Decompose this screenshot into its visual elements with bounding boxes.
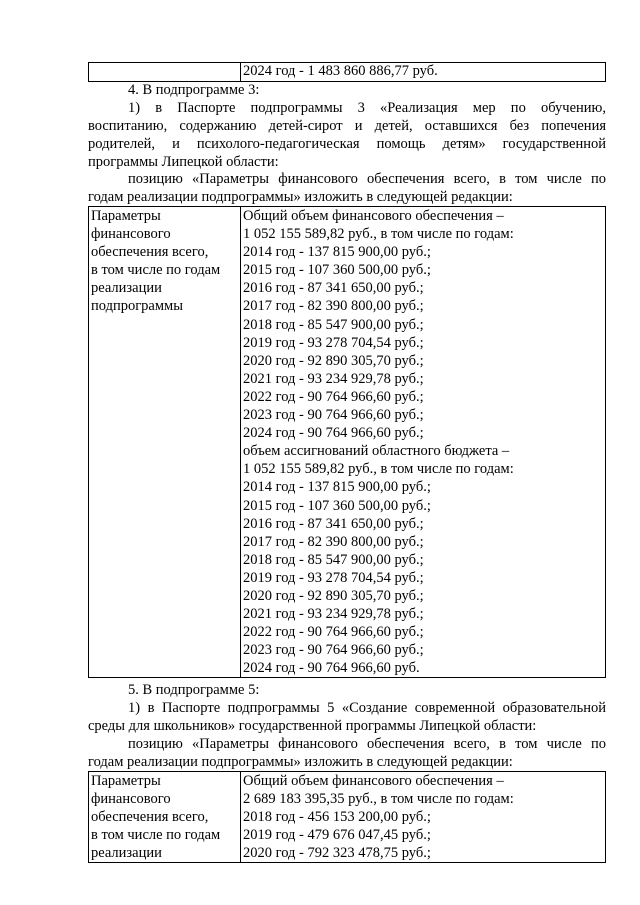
parameter-line: финансового (91, 791, 171, 808)
value-line: 2014 год - 137 815 900,00 руб.; (243, 479, 431, 496)
section4-item1-line: 1) в Паспорте подпрограммы 3 «Реализация мер по обучению, (128, 99, 606, 116)
section5-position-line: годам реализации подпрограммы» изложить в следующей редакции: (88, 753, 513, 770)
value-line: 2020 год - 92 890 305,70 руб.; (243, 352, 424, 369)
value-line: 1 052 155 589,82 руб., в том числе по годам: (243, 226, 514, 243)
value-line: Общий объем финансового обеспечения – (243, 773, 504, 789)
parameter-line: реализации (91, 845, 162, 862)
value-line: 2018 год - 456 153 200,00 руб.; (243, 809, 431, 826)
value-line: 2015 год - 107 360 500,00 руб.; (243, 262, 431, 279)
value-line: 2017 год - 82 390 800,00 руб.; (243, 298, 424, 315)
value-line: 2020 год - 792 323 478,75 руб.; (243, 845, 431, 862)
value-line: 2019 год - 479 676 047,45 руб.; (243, 827, 431, 844)
value-line: 2024 год - 90 764 966,60 руб.; (243, 425, 424, 442)
section5-position-line: позицию «Параметры финансового обеспечения всего, в том числе по (128, 735, 606, 752)
section4-item1-line: программы Липецкой области: (88, 153, 279, 170)
subprogram3-parameter-cell (89, 207, 241, 678)
value-line: 2 689 183 395,35 руб., в том числе по годам: (243, 791, 514, 808)
value-line: 2020 год - 92 890 305,70 руб.; (243, 587, 424, 604)
value-line: 2016 год - 87 341 650,00 руб.; (243, 515, 424, 532)
value-line: 2017 год - 82 390 800,00 руб.; (243, 533, 424, 550)
parameter-line: финансового (91, 226, 171, 243)
subprogram5-value-cell (241, 772, 606, 863)
value-line: 2022 год - 90 764 966,60 руб.; (243, 624, 424, 641)
value-line: 2021 год - 93 234 929,78 руб.; (243, 370, 424, 387)
parameter-line: обеспечения всего, (91, 244, 209, 261)
section5-text (88, 682, 606, 771)
subprogram3-table (88, 206, 606, 678)
value-line: 2024 год - 90 764 966,60 руб. (243, 660, 420, 677)
section5-heading: 5. В подпрограмме 5: (128, 682, 260, 698)
top-table-text: 2024 год - 1 483 860 886,77 руб. (243, 63, 438, 79)
value-line: 2014 год - 137 815 900,00 руб.; (243, 244, 431, 261)
parameter-line: обеспечения всего, (91, 809, 209, 826)
value-line: 2022 год - 90 764 966,60 руб.; (243, 388, 424, 405)
section4-item1-line: воспитанию, содержанию детей-сирот и детей, оставшихся без попечения (88, 117, 606, 134)
section4-heading: 4. В подпрограмме 3: (128, 82, 260, 98)
section4-text (88, 82, 606, 207)
subprogram3-value-cell (241, 207, 606, 678)
value-line: 2023 год - 90 764 966,60 руб.; (243, 407, 424, 424)
section4-position-line: позицию «Параметры финансового обеспечения всего, в том числе по (128, 171, 606, 188)
parameter-line: в том числе по годам (91, 262, 221, 279)
section4-position-line: годам реализации подпрограммы» изложить в следующей редакции: (88, 189, 513, 206)
subprogram5-parameter-cell (89, 772, 241, 863)
subprogram5-table (88, 771, 606, 863)
section5-item1-line: среды для школьников» государственной программы Липецкой области: (88, 717, 537, 734)
value-line: 2021 год - 93 234 929,78 руб.; (243, 606, 424, 623)
value-line: 2023 год - 90 764 966,60 руб.; (243, 642, 424, 659)
top-table (88, 62, 606, 82)
parameter-line: реализации (91, 280, 162, 297)
top-table-left-cell (89, 63, 241, 82)
section4-item1-line: родителей, и психолого-педагогическая помощь детям» государственной (88, 135, 606, 152)
value-line: объем ассигнований областного бюджета – (243, 443, 510, 460)
top-table-right-cell (241, 63, 606, 82)
section5-item1-line: 1) в Паспорте подпрограммы 5 «Создание современной образовательной (128, 699, 606, 716)
value-line: Общий объем финансового обеспечения – (243, 208, 504, 224)
parameter-line: Параметры (91, 773, 161, 789)
value-line: 2019 год - 93 278 704,54 руб.; (243, 569, 424, 586)
parameter-line: Параметры (91, 208, 161, 224)
value-line: 1 052 155 589,82 руб., в том числе по годам: (243, 461, 514, 478)
value-line: 2019 год - 93 278 704,54 руб.; (243, 334, 424, 351)
value-line: 2015 год - 107 360 500,00 руб.; (243, 497, 431, 514)
parameter-line: подпрограммы (91, 298, 183, 315)
value-line: 2016 год - 87 341 650,00 руб.; (243, 280, 424, 297)
value-line: 2018 год - 85 547 900,00 руб.; (243, 316, 424, 333)
value-line: 2018 год - 85 547 900,00 руб.; (243, 551, 424, 568)
parameter-line: в том числе по годам (91, 827, 221, 844)
